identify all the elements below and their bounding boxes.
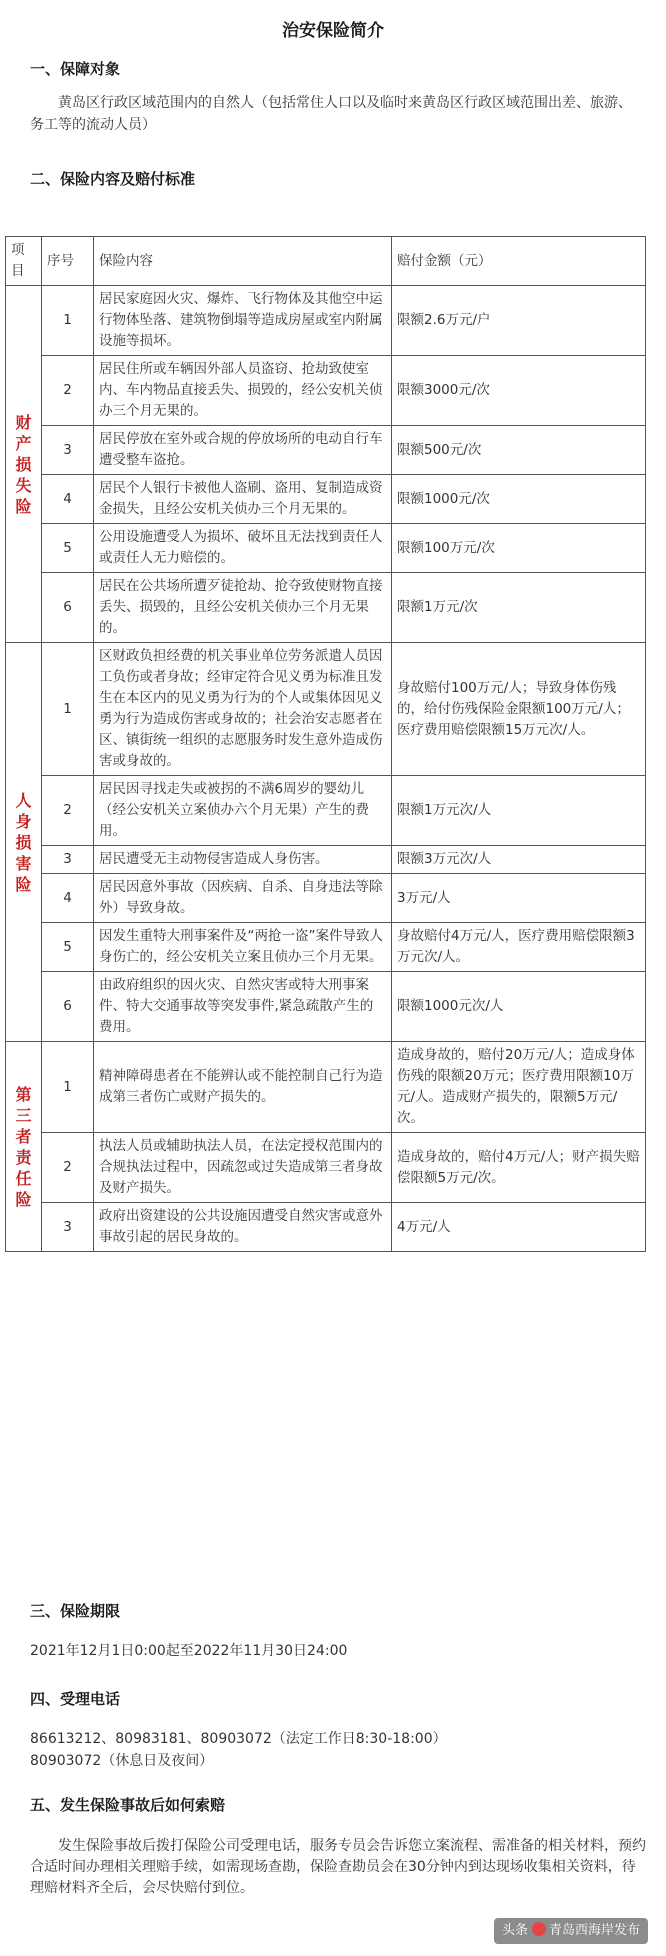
table-row	[6, 356, 646, 426]
row-seq: 4	[42, 874, 94, 923]
row-amount: 限额2.6万元/户	[392, 286, 646, 356]
row-amount: 限额100万元/次	[392, 524, 646, 573]
row-seq: 1	[42, 286, 94, 356]
row-content: 居民遭受无主动物侵害造成人身伤害。	[94, 846, 392, 874]
table-row	[6, 874, 646, 923]
table-row	[6, 524, 646, 573]
row-content: 公用设施遭受人为损坏、破坏且无法找到责任人或责任人无力赔偿的。	[94, 524, 392, 573]
row-content: 区财政负担经费的机关事业单位劳务派遣人员因工负伤或者身故；经审定符合见义勇为标准且发生在本区内的见义勇为行为的个人或集体因见义勇为行为造成伤害或身故的；社会治安志愿者在区、镇街统一组织的志愿服务时发生意外造成伤害或身故的。	[94, 643, 392, 776]
source-watermark	[494, 1918, 648, 1944]
row-content: 居民因寻找走失或被拐的不满6周岁的婴幼儿（经公安机关立案侦办六个月无果）产生的费用。	[94, 776, 392, 846]
table-row	[6, 776, 646, 846]
row-content: 居民个人银行卡被他人盗刷、盗用、复制造成资金损失，且经公安机关侦办三个月无果的。	[94, 475, 392, 524]
row-amount: 限额3000元/次	[392, 356, 646, 426]
header-seq: 序号	[42, 237, 94, 286]
row-content: 执法人员或辅助执法人员，在法定授权范围内的合规执法过程中，因疏忽或过失造成第三者身故及财产损失。	[94, 1133, 392, 1203]
row-seq: 3	[42, 426, 94, 475]
section-heading-coverage-target: 一、保障对象	[30, 60, 121, 78]
row-content: 居民停放在室外或合规的停放场所的电动自行车遭受整车盗抢。	[94, 426, 392, 475]
header-amount: 赔付金额（元）	[392, 237, 646, 286]
row-content: 居民家庭因火灾、爆炸、飞行物体及其他空中运行物体坠落、建筑物倒塌等造成房屋或室内附属设施等损坏。	[94, 286, 392, 356]
row-amount: 限额1000元次/人	[392, 972, 646, 1042]
row-amount: 限额500元/次	[392, 426, 646, 475]
phone-line-workday: 86613212、80983181、80903072（法定工作日8:30-18:00）	[30, 1731, 447, 1747]
row-seq: 6	[42, 972, 94, 1042]
phone-line-night: 80903072（休息日及夜间）	[30, 1753, 214, 1769]
table-row	[6, 643, 646, 776]
publisher-logo-icon	[532, 1922, 546, 1936]
watermark-source: 青岛西海岸发布	[548, 1923, 640, 1938]
row-amount: 造成身故的，赔付4万元/人；财产损失赔偿限额5万元/次。	[392, 1133, 646, 1203]
row-seq: 1	[42, 643, 94, 776]
table-row	[6, 1133, 646, 1203]
table-row	[6, 286, 646, 356]
row-amount: 3万元/人	[392, 874, 646, 923]
table-header-row	[6, 237, 646, 286]
coverage-target-text: 黄岛区行政区域范围内的自然人（包括常住人口以及临时来黄岛区行政区域范围出差、旅游、务工等的流动人员）	[30, 95, 632, 133]
row-amount: 造成身故的，赔付20万元/人；造成身体伤残的限额20万元；医疗费用限额10万元/人。造成财产损失的，限额5万元/次。	[392, 1042, 646, 1133]
table-row	[6, 1203, 646, 1252]
table-row	[6, 475, 646, 524]
row-amount: 限额1万元次/人	[392, 776, 646, 846]
header-item: 项目	[6, 237, 42, 286]
section-heading-period: 三、保险期限	[30, 1602, 121, 1620]
category-cell: 人身损害险	[6, 643, 42, 1042]
category-cell: 财产损失险	[6, 286, 42, 643]
row-amount: 身故赔付100万元/人；导致身体伤残的，给付伤残保险金限额100万元/人；医疗费用赔偿限额15万元次/人。	[392, 643, 646, 776]
row-content: 精神障碍患者在不能辨认或不能控制自己行为造成第三者伤亡或财产损失的。	[94, 1042, 392, 1133]
row-seq: 6	[42, 573, 94, 643]
row-seq: 5	[42, 923, 94, 972]
section-heading-phone: 四、受理电话	[30, 1690, 121, 1708]
page-title: 治安保险简介	[282, 21, 384, 41]
row-seq: 5	[42, 524, 94, 573]
section-heading-claim: 五、发生保险事故后如何索赔	[30, 1796, 226, 1814]
row-amount: 限额1000元/次	[392, 475, 646, 524]
header-content: 保险内容	[94, 237, 392, 286]
row-content: 居民因意外事故（因疾病、自杀、自身违法等除外）导致身故。	[94, 874, 392, 923]
row-content: 由政府组织的因火灾、自然灾害或特大刑事案件、特大交通事故等突发事件,紧急疏散产生的费用。	[94, 972, 392, 1042]
row-seq: 4	[42, 475, 94, 524]
section-heading-content-standard: 二、保险内容及赔付标准	[30, 170, 196, 188]
table-row	[6, 972, 646, 1042]
row-content: 因发生重特大刑事案件及“两抢一盗”案件导致人身伤亡的，经公安机关立案且侦办三个月无果。	[94, 923, 392, 972]
row-content: 政府出资建设的公共设施因遭受自然灾害或意外事故引起的居民身故的。	[94, 1203, 392, 1252]
table-row	[6, 1042, 646, 1133]
row-content: 居民在公共场所遭歹徒抢劫、抢夺致使财物直接丢失、损毁的，且经公安机关侦办三个月无果的。	[94, 573, 392, 643]
row-seq: 3	[42, 846, 94, 874]
row-seq: 2	[42, 776, 94, 846]
category-cell: 第三者责任险	[6, 1042, 42, 1252]
row-amount: 限额1万元/次	[392, 573, 646, 643]
table-row	[6, 923, 646, 972]
table-row	[6, 846, 646, 874]
row-amount: 限额3万元次/人	[392, 846, 646, 874]
row-amount: 身故赔付4万元/人，医疗费用赔偿限额3万元次/人。	[392, 923, 646, 972]
row-content: 居民住所或车辆因外部人员盗窃、抢劫致使室内、车内物品直接丢失、损毁的，经公安机关侦办三个月无果的。	[94, 356, 392, 426]
row-seq: 2	[42, 356, 94, 426]
row-seq: 1	[42, 1042, 94, 1133]
period-text: 2021年12月1日0:00起至2022年11月30日24:00	[30, 1643, 348, 1659]
insurance-table	[5, 236, 646, 1252]
watermark-prefix: 头条	[501, 1923, 528, 1938]
row-amount: 4万元/人	[392, 1203, 646, 1252]
row-seq: 3	[42, 1203, 94, 1252]
table-row	[6, 426, 646, 475]
row-seq: 2	[42, 1133, 94, 1203]
table-row	[6, 573, 646, 643]
claim-text: 发生保险事故后拨打保险公司受理电话，服务专员会告诉您立案流程、需准备的相关材料，预约合适时间办理相关理赔手续，如需现场查勘，保险查勘员会在30分钟内到达现场收集相关资料，待理赔材料齐全后，会尽快赔付到位。	[30, 1838, 646, 1896]
